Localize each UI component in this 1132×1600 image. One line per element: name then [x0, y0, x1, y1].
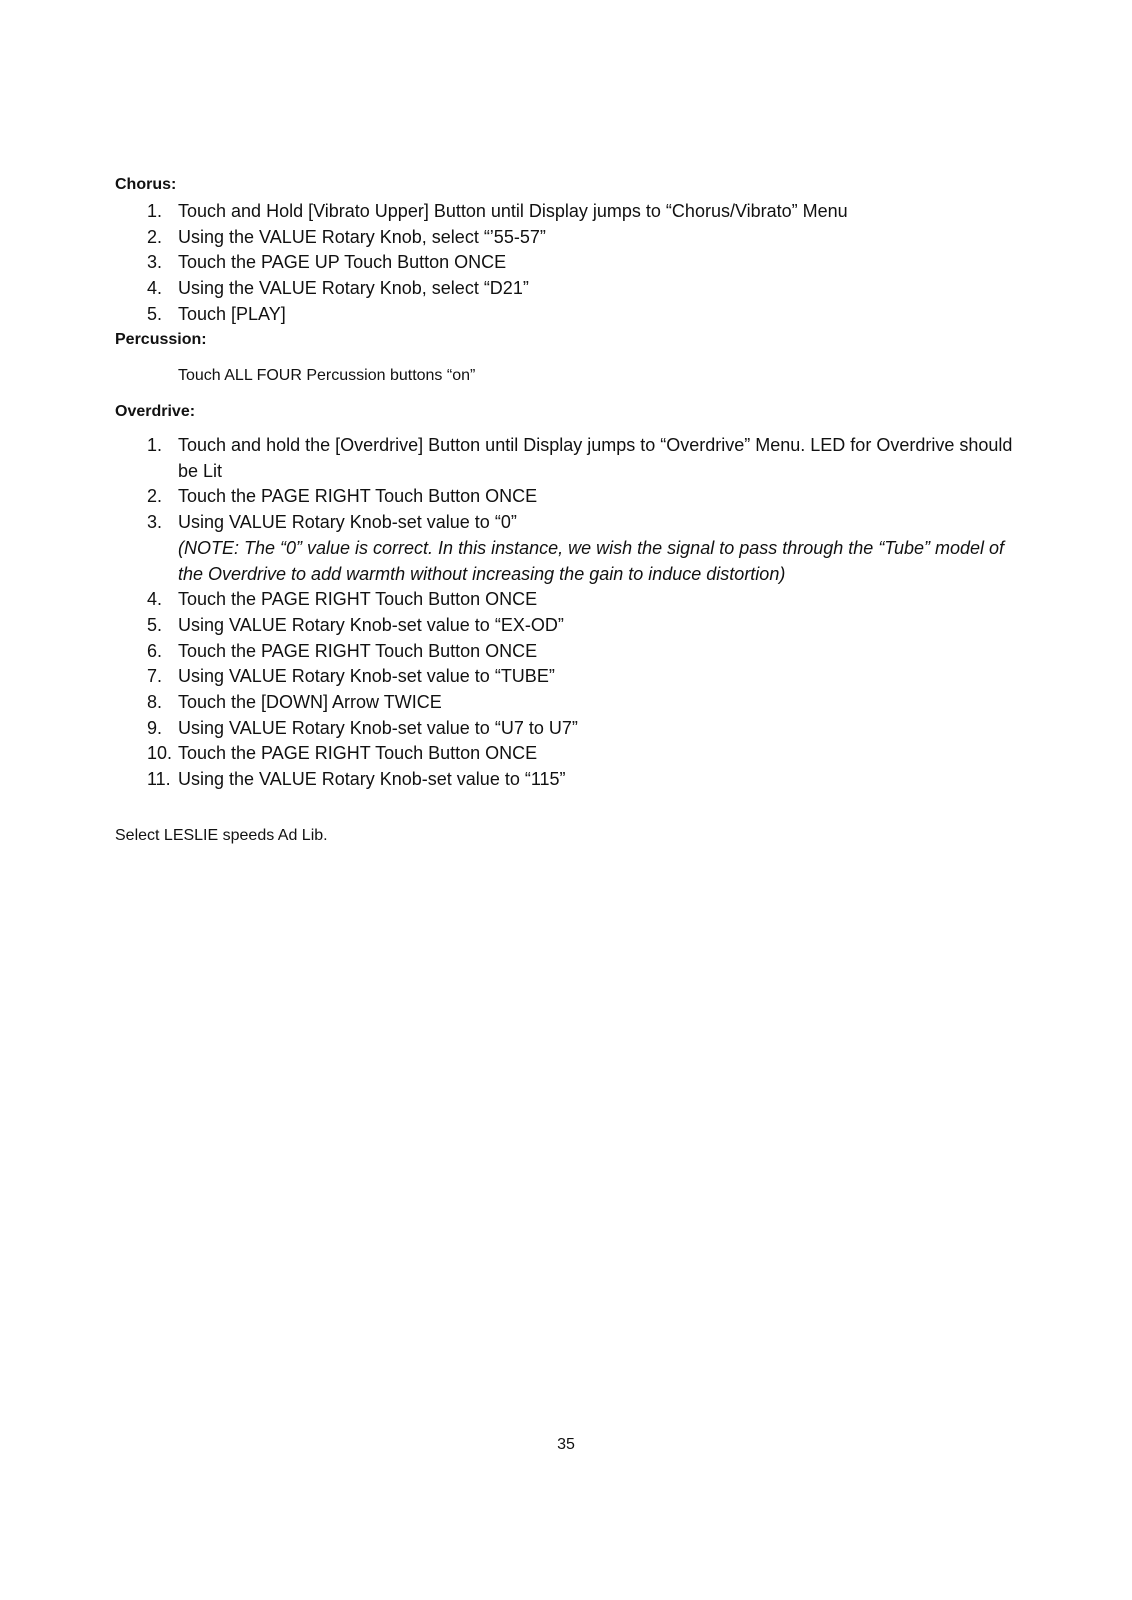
step-number: 11. [147, 769, 171, 790]
page-number: 35 [557, 1436, 575, 1453]
step-text: Touch the PAGE RIGHT Touch Button ONCE [178, 640, 538, 661]
list-item [115, 741, 1015, 767]
step-text: Touch the [DOWN] Arrow TWICE [178, 692, 442, 713]
step-number: 1. [147, 435, 163, 455]
step-text: Touch the PAGE RIGHT Touch Button ONCE [178, 743, 538, 764]
closing-note: Select LESLIE speeds Ad Lib. [115, 827, 328, 844]
list-item [115, 767, 1015, 793]
step-number: 8. [147, 692, 163, 713]
step-text: Touch the PAGE RIGHT Touch Button ONCE [178, 589, 538, 610]
step-number: 4. [147, 589, 163, 610]
list-item [115, 199, 1015, 225]
step-number: 1. [147, 201, 163, 221]
chorus-heading: Chorus: [115, 176, 177, 193]
step-text: Using VALUE Rotary Knob-set value to “TUBE” [178, 666, 555, 687]
percussion-heading: Percussion: [115, 331, 207, 348]
list-item [115, 433, 1015, 484]
percussion-instruction: Touch ALL FOUR Percussion buttons “on” [178, 367, 476, 384]
step-number: 3. [147, 252, 163, 273]
step-number: 5. [147, 303, 163, 324]
step-number: 7. [147, 666, 163, 687]
step-text: Using the VALUE Rotary Knob, select “D21” [178, 278, 529, 299]
list-item [115, 484, 1015, 510]
overdrive-steps [115, 433, 1015, 793]
step-text: Using VALUE Rotary Knob-set value to “EX-OD” [178, 614, 564, 635]
step-text: Touch [PLAY] [178, 303, 286, 324]
overdrive-heading: Overdrive: [115, 403, 196, 420]
list-item [115, 250, 1015, 276]
step-text: Using the VALUE Rotary Knob-set value to “115” [178, 769, 566, 790]
step-text: Touch the PAGE UP Touch Button ONCE [178, 252, 507, 273]
list-item [115, 510, 1015, 587]
list-item [115, 639, 1015, 665]
step-text: Touch and hold the [Overdrive] Button until Display jumps to “Overdrive” Menu. LED for Overdrive should be Lit [178, 435, 1013, 481]
step-number: 9. [147, 717, 163, 738]
step-number: 3. [147, 512, 163, 533]
chorus-steps [115, 199, 1015, 328]
step-text: Touch the PAGE RIGHT Touch Button ONCE [178, 486, 538, 507]
step-number: 4. [147, 278, 163, 299]
step-text: Using the VALUE Rotary Knob, select “’55-57” [178, 226, 546, 247]
step-text: Using VALUE Rotary Knob-set value to “U7 to U7” [178, 717, 578, 738]
list-item [115, 690, 1015, 716]
list-item [115, 276, 1015, 302]
step-text: Using VALUE Rotary Knob-set value to “0” [178, 512, 517, 533]
list-item [115, 716, 1015, 742]
list-item [115, 302, 1015, 328]
list-item [115, 587, 1015, 613]
step-note: (NOTE: The “0” value is correct. In this instance, we wish the signal to pass through the “Tube” model of the Overdrive to add warmth without increasing the gain to induce distortion) [178, 537, 1005, 584]
step-text: Touch and Hold [Vibrato Upper] Button until Display jumps to “Chorus/Vibrato” Menu [178, 201, 848, 221]
step-number: 10. [147, 743, 173, 764]
step-number: 6. [147, 640, 163, 661]
list-item [115, 613, 1015, 639]
step-number: 2. [147, 486, 163, 507]
list-item [115, 225, 1015, 251]
step-number: 2. [147, 226, 163, 247]
step-number: 5. [147, 614, 163, 635]
list-item [115, 664, 1015, 690]
